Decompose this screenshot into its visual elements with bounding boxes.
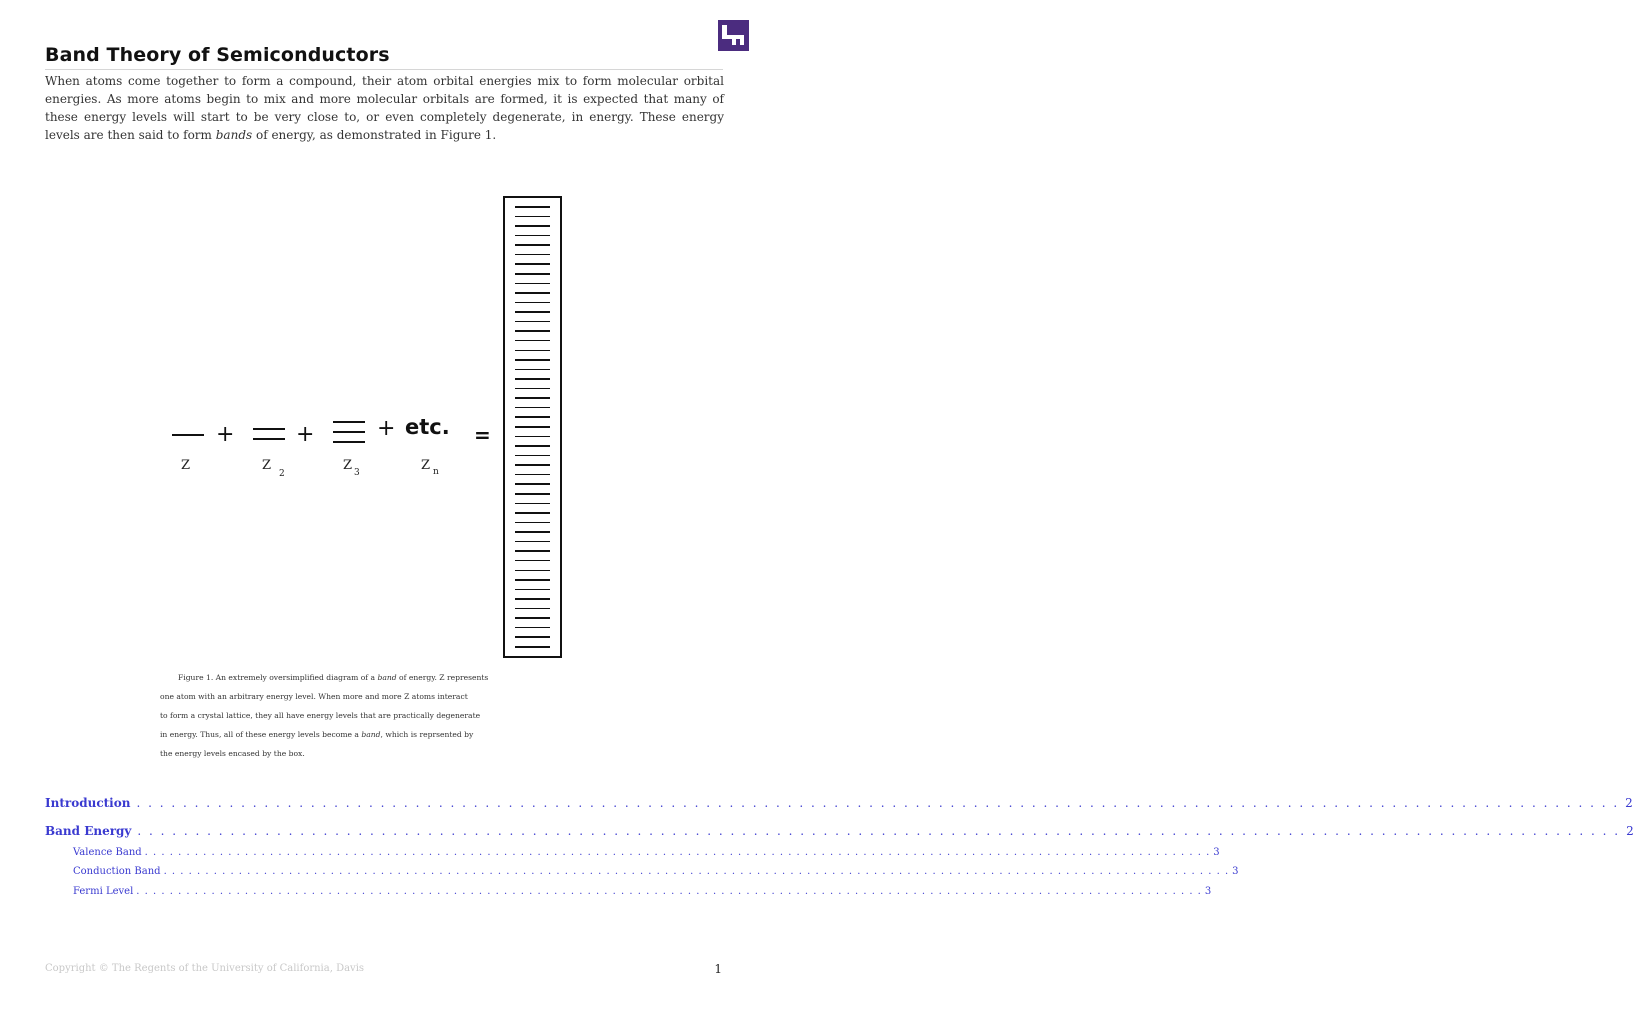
band-energy-level — [515, 627, 550, 629]
toc-page-number: 2 — [1625, 796, 1633, 810]
caption-text: in energy. Thus, all of these energy levels become a — [160, 730, 362, 739]
band-energy-level — [515, 445, 550, 447]
caption-line-2: one atom with an arbitrary energy level. When more and more Z atoms interact — [160, 692, 468, 701]
band-energy-level — [515, 436, 550, 438]
label-z3: Z — [343, 458, 353, 473]
band-energy-level — [515, 292, 550, 294]
toc-link-valence-band[interactable] — [73, 847, 1220, 858]
band-energy-level — [515, 570, 550, 572]
caption-line-5: the energy levels encased by the box. — [160, 749, 305, 758]
toc-leader-dots: . . . . . . . . . . . . . . . . . . . . . . . . . . . . . . . . . . . . . . . . . . . . . . . . . . . . . . . . . . . . . . . . . . . . . . . . . . . . . . . . . . . . . . . . . . . . . . . . . . . . . . . . . . . . . . . . . . . . . . . . . . . . . . . . — [163, 866, 1230, 877]
figure-caption — [160, 668, 495, 763]
caption-line-3: to form a crystal lattice, they all have energy levels that are practically degenerate — [160, 711, 481, 720]
label-z3-subscript: 3 — [354, 468, 360, 478]
toc-label: Fermi Level — [73, 886, 134, 897]
band-energy-level — [515, 340, 550, 342]
toc-label: Band Energy — [45, 824, 132, 838]
band-energy-level — [515, 330, 550, 332]
band-energy-level — [515, 311, 550, 313]
toc-link-conduction-band[interactable] — [73, 866, 1239, 877]
label-z1: Z — [181, 458, 191, 473]
intro-text-2: of energy, as demonstrated in Figure 1. — [252, 128, 497, 142]
toc-label: Valence Band — [73, 847, 142, 858]
title-divider — [45, 69, 723, 70]
caption-text: of energy. Z represents — [396, 673, 489, 682]
band-energy-level — [515, 474, 550, 476]
band-energy-level — [515, 416, 550, 418]
label-z2: Z — [262, 458, 272, 473]
footer-page-number: 1 — [714, 962, 722, 976]
page-title: Band Theory of Semiconductors — [45, 44, 390, 66]
band-energy-level — [515, 560, 550, 562]
caption-line-1 — [160, 668, 495, 687]
caption-text: , which is reprsented by — [380, 730, 474, 739]
energy-band-box — [503, 196, 562, 658]
toc-page-number: 3 — [1213, 847, 1220, 858]
band-energy-level — [515, 206, 550, 208]
caption-line-4 — [160, 725, 495, 744]
label-z2-subscript: 2 — [279, 469, 285, 479]
energy-level-z2-top — [253, 428, 285, 430]
band-energy-level — [515, 216, 550, 218]
band-energy-level — [515, 369, 550, 371]
toc-label: Introduction — [45, 796, 131, 810]
caption-emphasis: band — [361, 730, 381, 739]
energy-level-z1 — [172, 434, 204, 436]
band-energy-level — [515, 464, 550, 466]
band-energy-level — [515, 225, 550, 227]
toc-label: Conduction Band — [73, 866, 161, 877]
band-energy-level — [515, 283, 550, 285]
band-energy-level — [515, 522, 550, 524]
band-energy-level — [515, 636, 550, 638]
band-energy-level — [515, 541, 550, 543]
band-energy-level — [515, 617, 550, 619]
plus-sign: + — [216, 422, 235, 447]
band-energy-level — [515, 302, 550, 304]
toc-leader-dots: . . . . . . . . . . . . . . . . . . . . . . . . . . . . . . . . . . . . . . . . . . . . . . . . . . . . . . . . . . . . . . . . . . . . . . . . . . . . . . . . . . . . . . . . . . . . . . . . . . . . . . . . . . . . . . . . . . . . . . . . . . . . . . . . — [137, 824, 1621, 838]
energy-level-z3-middle — [333, 431, 365, 433]
band-energy-level — [515, 531, 550, 533]
band-energy-level — [515, 359, 550, 361]
toc-link-band-energy[interactable] — [45, 824, 1634, 838]
band-energy-level — [515, 388, 550, 390]
libretexts-logo-icon[interactable] — [718, 20, 749, 51]
energy-level-z3-top — [333, 421, 365, 423]
toc-link-introduction[interactable] — [45, 796, 1633, 810]
band-energy-level — [515, 646, 550, 648]
band-energy-level — [515, 244, 550, 246]
intro-emphasis: bands — [215, 128, 253, 142]
band-energy-level — [515, 483, 550, 485]
band-energy-level — [515, 321, 550, 323]
toc-page-number: 2 — [1626, 824, 1634, 838]
label-zn: Z — [421, 458, 431, 473]
equals-sign: = — [474, 423, 491, 447]
band-energy-level — [515, 263, 550, 265]
band-energy-level — [515, 598, 550, 600]
band-energy-level — [515, 579, 550, 581]
intro-paragraph — [45, 72, 724, 144]
toc-page-number: 3 — [1232, 866, 1239, 877]
toc-link-fermi-level[interactable] — [73, 886, 1212, 897]
band-energy-level — [515, 397, 550, 399]
logo-glyph-icon — [718, 20, 749, 51]
band-energy-level — [515, 589, 550, 591]
toc-page-number: 3 — [1204, 886, 1212, 897]
intro-text-1: When atoms come together to form a compound, their atom orbital energies mix to form molecular orbital energies. As more atoms begin to mix and more molecular orbitals are formed, it is expected that many of these energy levels will start to be very close to, or even completely degenerate, in energy. These energy levels are then said to form — [45, 74, 724, 142]
band-energy-level — [515, 550, 550, 552]
toc-leader-dots: . . . . . . . . . . . . . . . . . . . . . . . . . . . . . . . . . . . . . . . . . . . . . . . . . . . . . . . . . . . . . . . . . . . . . . . . . . . . . . . . . . . . . . . . . . . . . . . . . . . . . . . . . . . . . . . . . . . . . . . . . . . . . . . . — [144, 847, 1211, 858]
band-energy-level — [515, 254, 550, 256]
band-energy-level — [515, 512, 550, 514]
band-energy-level — [515, 455, 550, 457]
band-energy-level — [515, 378, 550, 380]
plus-sign: + — [377, 416, 396, 441]
band-energy-level — [515, 235, 550, 237]
band-energy-level — [515, 608, 550, 610]
etc-label: etc. — [405, 415, 450, 439]
plus-sign: + — [296, 422, 315, 447]
band-energy-level — [515, 273, 550, 275]
toc-leader-dots: . . . . . . . . . . . . . . . . . . . . . . . . . . . . . . . . . . . . . . . . . . . . . . . . . . . . . . . . . . . . . . . . . . . . . . . . . . . . . . . . . . . . . . . . . . . . . . . . . . . . . . . . . . . . . . . . . . . . . . . . . . . . . . . . — [136, 886, 1202, 897]
label-zn-subscript: n — [433, 467, 439, 477]
band-energy-level — [515, 407, 550, 409]
energy-level-z2-bottom — [253, 438, 285, 440]
band-energy-level — [515, 503, 550, 505]
caption-text: Figure 1. An extremely oversimplified diagram of a — [178, 673, 378, 682]
band-energy-level — [515, 350, 550, 352]
band-energy-level — [515, 493, 550, 495]
band-energy-level — [515, 426, 550, 428]
toc-leader-dots: . . . . . . . . . . . . . . . . . . . . . . . . . . . . . . . . . . . . . . . . . . . . . . . . . . . . . . . . . . . . . . . . . . . . . . . . . . . . . . . . . . . . . . . . . . . . . . . . . . . . . . . . . . . . . . . . . . . . . . . . . . . . . . . . — [136, 796, 1620, 810]
caption-emphasis: band — [377, 673, 397, 682]
energy-level-z3-bottom — [333, 441, 365, 443]
footer-copyright: Copyright © The Regents of the University of California, Davis — [45, 963, 365, 974]
